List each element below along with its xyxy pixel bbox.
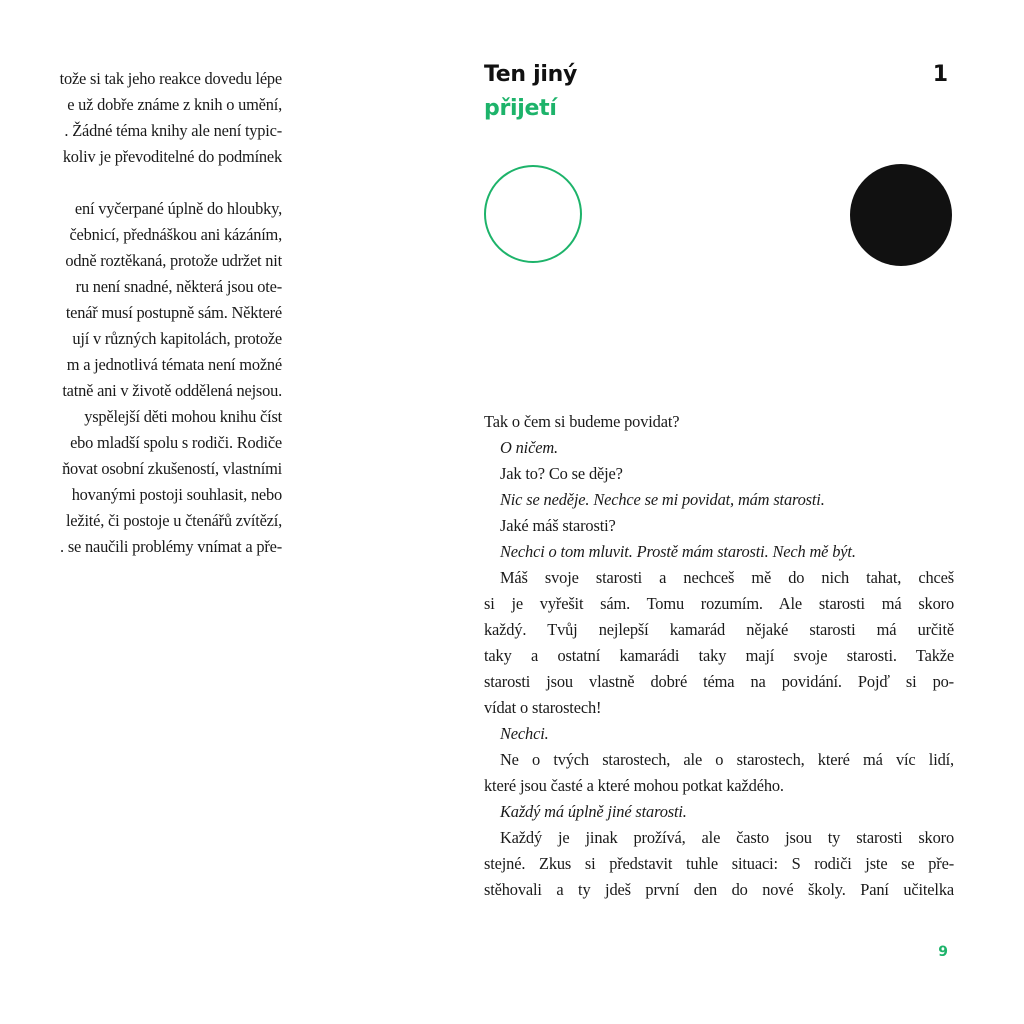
text-line: ují v různých kapitolách, protože [72,329,282,348]
text-line: Nic se neděje. Nechce se mi povidat, mám starosti. [500,490,825,509]
text-line: e už dobře známe z knih o umění, [67,95,282,114]
text-line: m a jednotlivá témata není možné [66,355,282,374]
text-line: yspělejší děti mohou knihu číst [84,407,282,426]
left-page [0,0,290,1024]
text-line: Každý má úplně jiné starosti. [500,802,687,821]
text-line: Ne o tvých starostech, ale o starostech, které má víc lidí, [500,750,954,769]
text-line: koliv je převoditelné do podmínek [62,147,282,166]
text-line: které jsou časté a které mohou potkat každého. [484,776,784,795]
text-line: tatně ani v životě oddělená nejsou. [62,381,282,400]
text-line: stěhovali a ty jdeš první den do nové školy. Paní učitelka [484,880,954,899]
right-page [484,0,954,1024]
outline-circle-icon [484,165,582,263]
text-line: si je vyřešit sám. Tomu rozumím. Ale starosti má skoro [484,594,954,613]
text-line: tenář musí postupně sám. Některé [65,303,282,322]
text-line: . se naučili problémy vnímat a pře- [60,537,282,556]
text-line: ležité, či postoje u čtenářů zvítězí, [65,511,282,530]
text-line: odně roztěkaná, protože udržet nit [65,251,282,270]
text-line: tože si tak jeho reakce dovedu lépe [59,69,282,88]
text-line: . Žádné téma knihy ale není typic- [64,121,282,140]
text-line: vídat o starostech! [484,698,602,717]
text-line: Jaké máš starosti? [500,516,616,535]
text-line: hovanými postoji souhlasit, nebo [71,485,282,504]
text-line: Tak o čem si budeme povidat? [484,412,680,431]
left-page-text [0,66,282,560]
text-line: Každý je jinak prožívá, ale často jsou ty starosti skoro [500,828,954,847]
text-line: stejné. Zkus si představit tuhle situaci: S rodiči jste se pře- [484,854,954,873]
text-line: Jak to? Co se děje? [500,464,623,483]
text-line: ru není snadné, některá jsou ote- [75,277,282,296]
paragraph-gap [0,170,282,196]
chapter-number: 1 [932,62,948,87]
text-line: ebo mladší spolu s rodiči. Rodiče [70,433,282,452]
text-line: každý. Tvůj nejlepší kamarád nějaké starosti má určitě [484,620,954,639]
text-line: ňovat osobní zkušeností, vlastními [62,459,282,478]
text-line: čebnicí, přednáškou ani kázáním, [69,225,282,244]
chapter-title: Ten jiný [484,62,578,87]
body-text [484,409,954,903]
text-line: Nechci. [500,724,549,743]
chapter-subtitle: přijetí [484,96,557,121]
filled-circle-icon [850,164,952,266]
text-line: taky a ostatní kamarádi taky mají svoje starosti. Takže [484,646,954,665]
text-line: Nechci o tom mluvit. Prostě mám starosti. Nech mě být. [500,542,856,561]
text-line: O ničem. [500,438,558,457]
text-line: Máš svoje starosti a nechceš mě do nich tahat, chceš [500,568,954,587]
page-number: 9 [938,944,948,960]
text-line: starosti jsou vlastně dobré téma na povidání. Pojď si po- [484,672,954,691]
text-line: ení vyčerpané úplně do hloubky, [74,199,282,218]
